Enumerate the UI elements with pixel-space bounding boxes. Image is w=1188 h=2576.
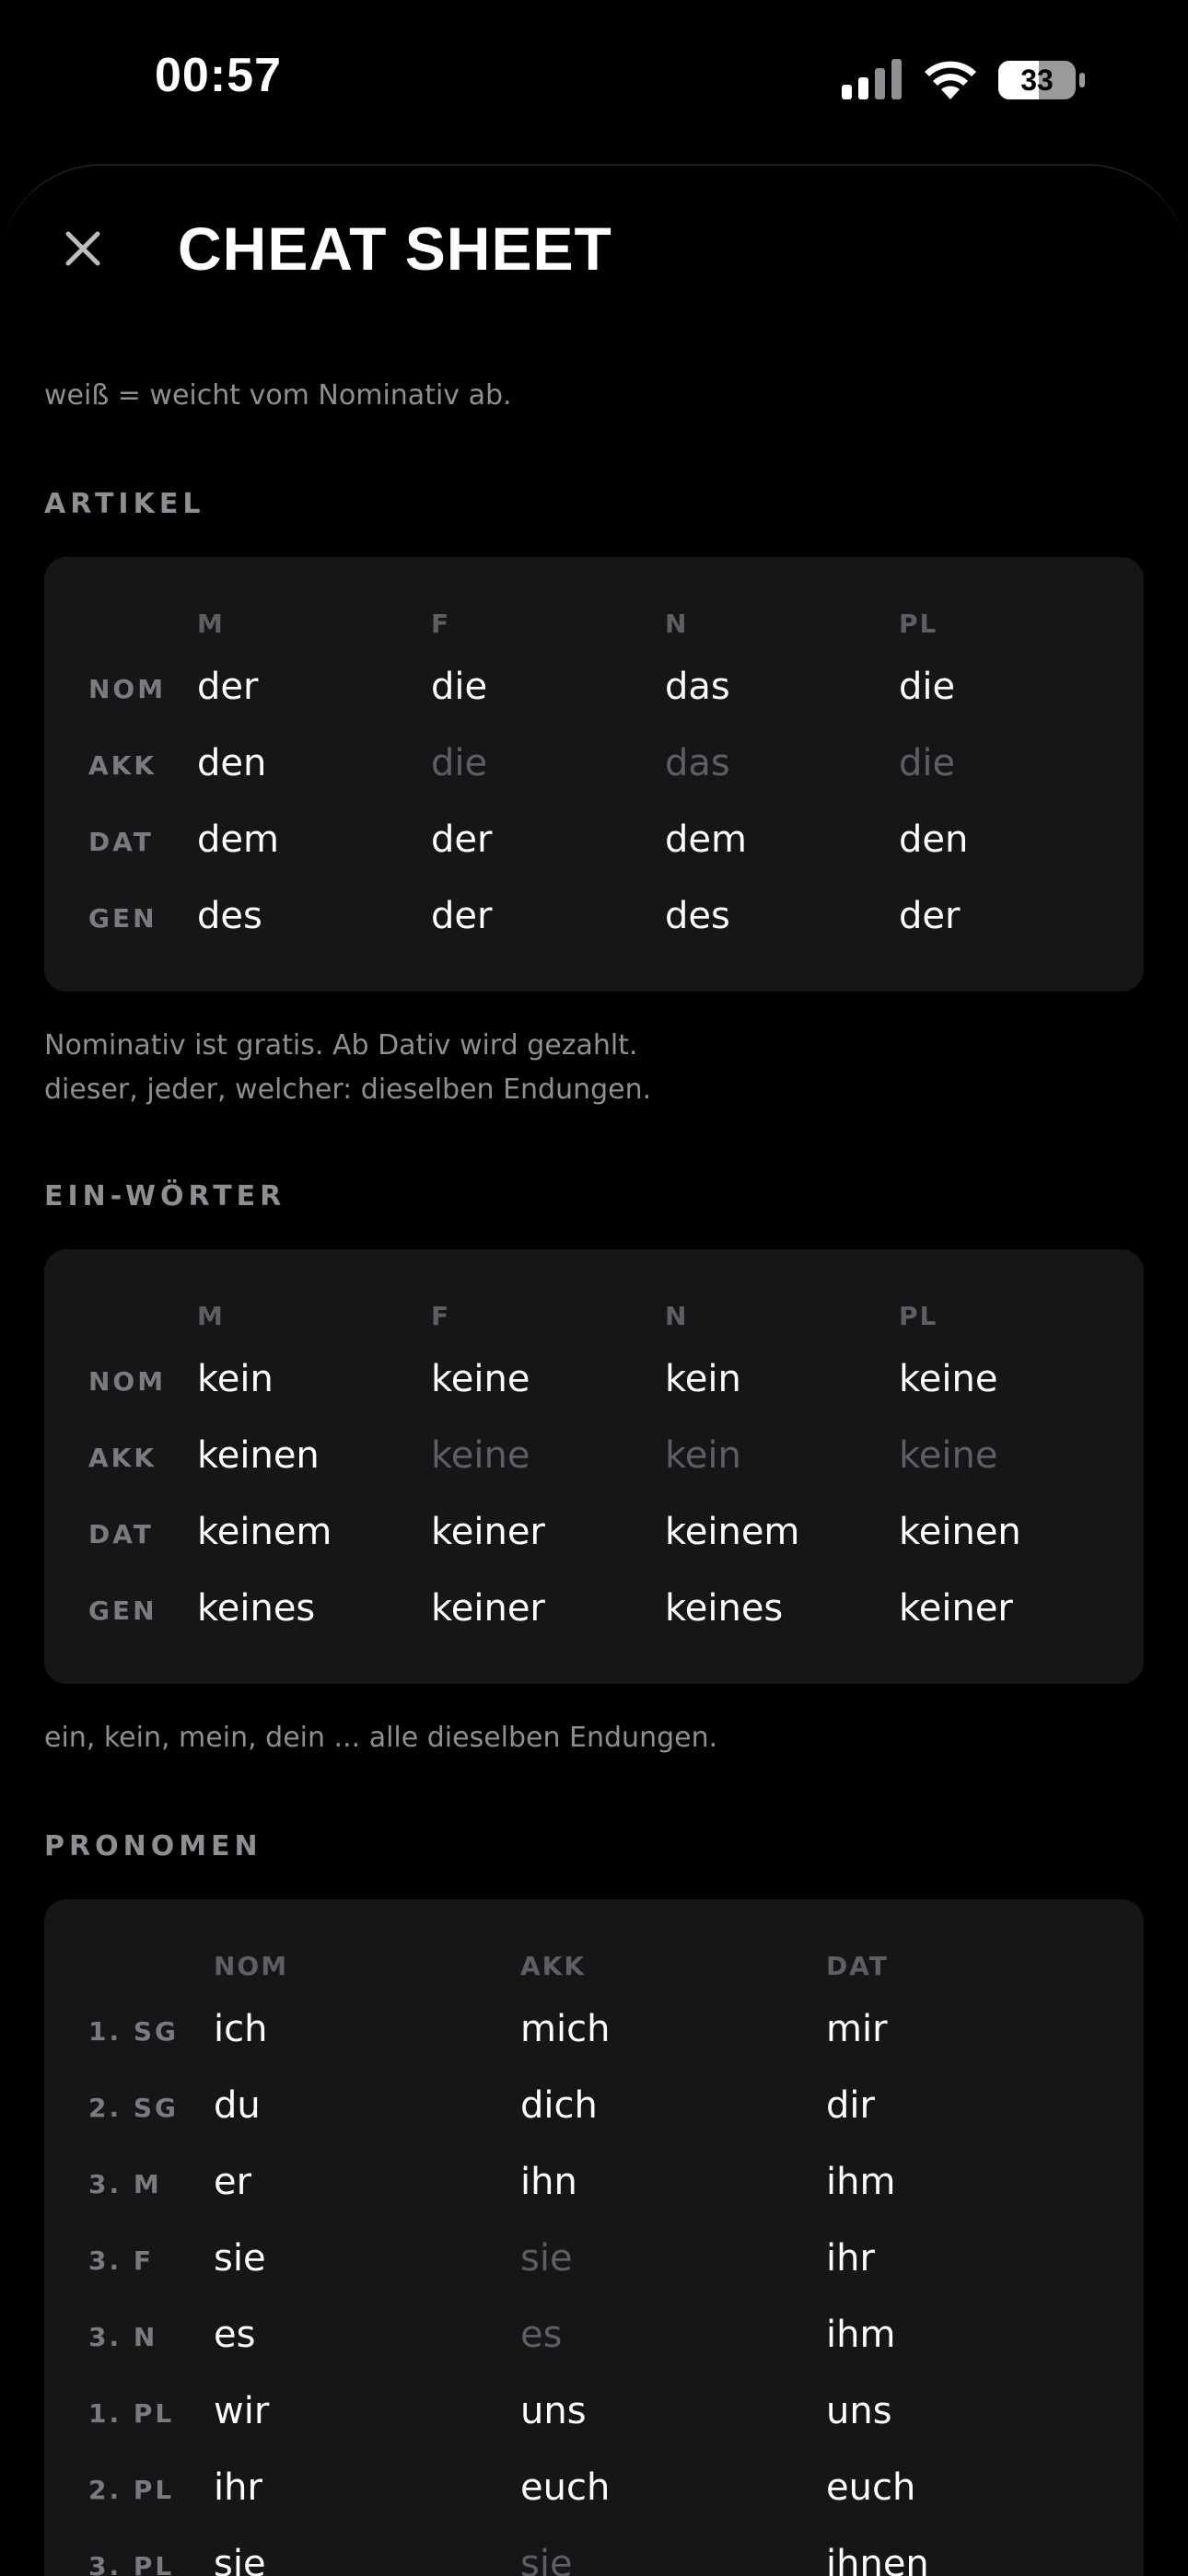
- table-cell: mich: [520, 2008, 611, 2050]
- table-cell: sie: [520, 2543, 573, 2576]
- table-cell: dem: [665, 818, 747, 861]
- table-cell: keines: [665, 1587, 784, 1630]
- table-cell: sie: [520, 2237, 573, 2280]
- wifi-icon: [925, 62, 976, 99]
- sheet-title: CHEAT SHEET: [178, 215, 612, 283]
- legend-note: weiß = weicht vom Nominativ ab.: [44, 379, 512, 412]
- table-cell: des: [197, 895, 262, 937]
- row-label: 1. PL: [88, 2398, 175, 2429]
- table-cell: das: [665, 666, 730, 708]
- table-cell: du: [214, 2084, 261, 2127]
- row-label: 2. SG: [88, 2093, 180, 2123]
- table-cell: der: [431, 818, 493, 861]
- table-cell: des: [665, 895, 730, 937]
- cheat-sheet-modal: [0, 164, 1188, 2576]
- table-cell: ihn: [520, 2161, 577, 2203]
- column-header: DAT: [826, 1951, 889, 1981]
- table-cell: keine: [899, 1434, 998, 1477]
- row-label: NOM: [88, 1366, 167, 1397]
- row-label: 3. M: [88, 2169, 162, 2199]
- column-header: M: [197, 1301, 225, 1331]
- column-header: F: [431, 1301, 451, 1331]
- close-button[interactable]: [57, 223, 109, 274]
- row-label: DAT: [88, 1519, 154, 1549]
- row-label: 3. PL: [88, 2551, 175, 2576]
- cellular-signal-icon: [842, 59, 902, 99]
- artikel-note: Nominativ ist gratis. Ab Dativ wird gezahlt.: [44, 1029, 638, 1062]
- table-cell: sie: [214, 2543, 266, 2576]
- table-cell: keinen: [197, 1434, 320, 1477]
- ein-woerter-table: [44, 1249, 1144, 1684]
- close-icon: [63, 228, 103, 269]
- table-cell: es: [214, 2314, 256, 2356]
- table-cell: es: [520, 2314, 563, 2356]
- column-header: PL: [899, 609, 938, 639]
- column-header: NOM: [214, 1951, 289, 1981]
- table-cell: keiner: [431, 1587, 545, 1630]
- row-label: 2. PL: [88, 2475, 175, 2505]
- table-cell: der: [431, 895, 493, 937]
- column-header: N: [665, 609, 689, 639]
- table-cell: dich: [520, 2084, 598, 2127]
- section-label-artikel: ARTIKEL: [44, 488, 205, 520]
- table-cell: dem: [197, 818, 279, 861]
- column-header: N: [665, 1301, 689, 1331]
- table-cell: keinem: [665, 1511, 800, 1553]
- ein-woerter-note: ein, kein, mein, dein ... alle dieselben Endungen.: [44, 1722, 718, 1754]
- table-cell: die: [899, 742, 956, 784]
- table-cell: die: [431, 666, 488, 708]
- section-label-ein-woerter: EIN-WÖRTER: [44, 1180, 286, 1213]
- table-cell: keiner: [431, 1511, 545, 1553]
- table-cell: der: [197, 666, 259, 708]
- artikel-table: [44, 557, 1144, 992]
- table-cell: keine: [431, 1358, 530, 1400]
- table-cell: keinen: [899, 1511, 1021, 1553]
- row-label: 3. N: [88, 2322, 158, 2352]
- table-cell: keinem: [197, 1511, 332, 1553]
- status-time: 00:57: [155, 49, 282, 102]
- table-cell: uns: [520, 2390, 587, 2432]
- table-cell: kein: [197, 1358, 274, 1400]
- section-label-pronomen: PRONOMEN: [44, 1830, 262, 1862]
- row-label: GEN: [88, 1595, 157, 1626]
- table-cell: ihr: [826, 2237, 875, 2280]
- column-header: PL: [899, 1301, 938, 1331]
- table-cell: ihm: [826, 2161, 896, 2203]
- status-icons: [842, 57, 1089, 103]
- pronomen-table: [44, 1899, 1144, 2576]
- row-label: 3. F: [88, 2245, 154, 2276]
- artikel-note: dieser, jeder, welcher: dieselben Endungen.: [44, 1073, 652, 1106]
- table-cell: keiner: [899, 1587, 1013, 1630]
- table-cell: den: [197, 742, 267, 784]
- table-cell: uns: [826, 2390, 892, 2432]
- row-label: GEN: [88, 903, 157, 934]
- column-header: F: [431, 609, 451, 639]
- table-cell: den: [899, 818, 969, 861]
- table-cell: dir: [826, 2084, 875, 2127]
- table-cell: euch: [826, 2466, 916, 2509]
- table-cell: mir: [826, 2008, 888, 2050]
- table-cell: wir: [214, 2390, 270, 2432]
- table-cell: der: [899, 895, 961, 937]
- row-label: AKK: [88, 750, 157, 781]
- table-cell: keines: [197, 1587, 316, 1630]
- table-cell: sie: [214, 2237, 266, 2280]
- table-cell: ihr: [214, 2466, 262, 2509]
- row-label: 1. SG: [88, 2016, 180, 2047]
- table-cell: ich: [214, 2008, 268, 2050]
- table-cell: die: [431, 742, 488, 784]
- table-cell: kein: [665, 1358, 741, 1400]
- table-cell: ihnen: [826, 2543, 929, 2576]
- column-header: AKK: [520, 1951, 587, 1981]
- table-cell: ihm: [826, 2314, 896, 2356]
- table-cell: das: [665, 742, 730, 784]
- table-cell: keine: [431, 1434, 530, 1477]
- row-label: AKK: [88, 1443, 157, 1473]
- row-label: DAT: [88, 827, 154, 857]
- column-header: M: [197, 609, 225, 639]
- table-cell: die: [899, 666, 956, 708]
- status-bar: [0, 0, 1188, 161]
- row-label: NOM: [88, 674, 167, 704]
- battery-level: 33: [1020, 64, 1054, 97]
- table-cell: er: [214, 2161, 252, 2203]
- table-cell: euch: [520, 2466, 611, 2509]
- table-cell: keine: [899, 1358, 998, 1400]
- table-cell: kein: [665, 1434, 741, 1477]
